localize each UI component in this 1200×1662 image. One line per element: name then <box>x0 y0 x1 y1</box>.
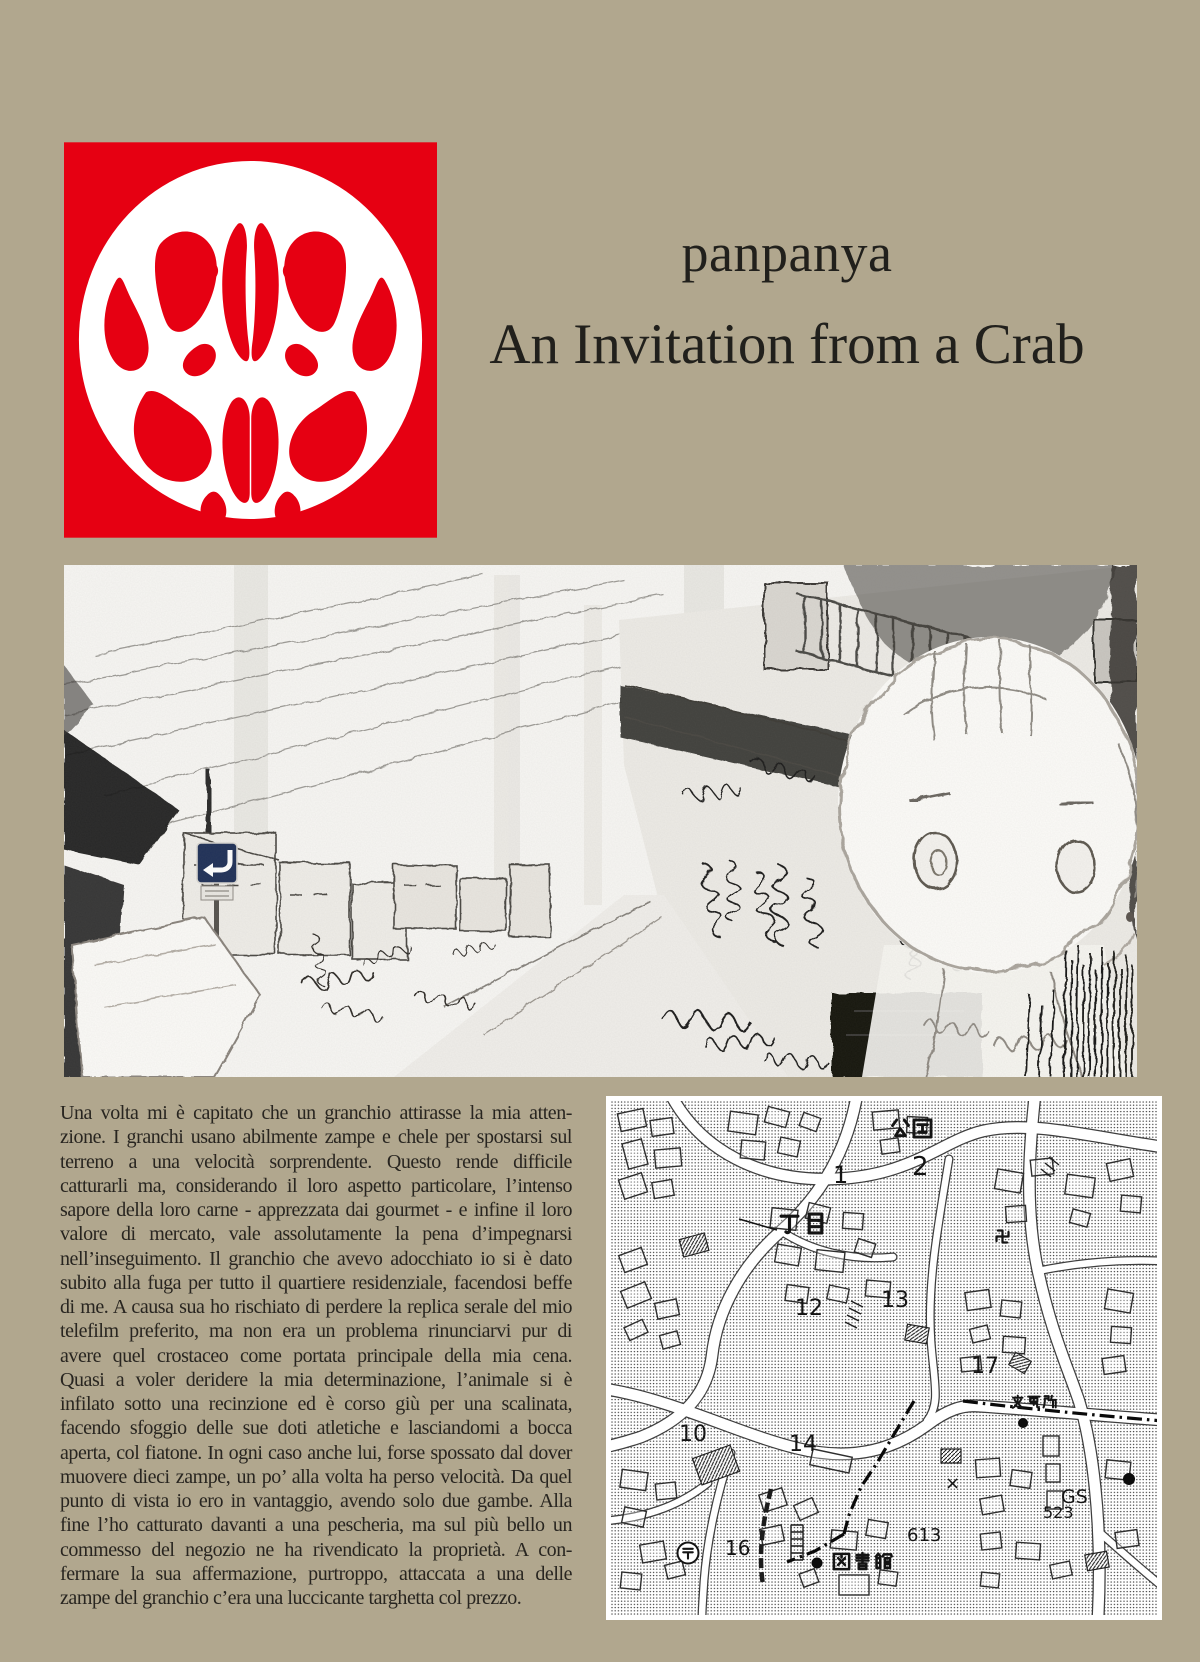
paragraph-line: subito alla fuga per tutto il quartiere residenziale, facendosi beffe <box>60 1271 572 1294</box>
paper-grain <box>64 565 1137 1077</box>
map-label-lot-613: 613 <box>907 1525 942 1546</box>
publisher-crest-logo <box>64 141 437 539</box>
paragraph-line: nell’inseguimento. Il granchio che avevo adocchiato io si è dato <box>60 1247 572 1270</box>
paragraph-line: punto di vista io ero in vantaggio, avendo solo due gambe. Alla <box>60 1490 572 1512</box>
paragraph-line: aperta, col fiatone. In ogni caso anche lui, forse spossato dal dover <box>60 1441 572 1464</box>
map-label-lot-14: 14 <box>789 1432 817 1457</box>
paragraph-line: infilato sotto una recinzione ed è corso giù per una scalinata, <box>60 1393 572 1415</box>
paragraph-line: zampe del granchio c’era una luccicante targhetta col prezzo. <box>60 1587 522 1609</box>
paragraph-line: facendo sfoggio delle sue doti atletiche e lasciandomi a bocca <box>60 1417 572 1440</box>
map-label-x-mark: × <box>945 1473 961 1494</box>
gas-station-dot <box>1123 1473 1135 1485</box>
map-label-lot-12: 12 <box>795 1296 823 1321</box>
map-label-lot-523: 523 <box>1043 1503 1074 1522</box>
paragraph-line: muovere dieci zampe, un po’ alla volta ha perso velocità. Da quel <box>60 1465 572 1488</box>
paragraph-line: fine l’ho catturato davanti a una pescheria, ma sul più bello un <box>60 1514 572 1537</box>
map-frame <box>606 1096 1162 1620</box>
paragraph-line: telefilm preferito, ma non era un problema rinunciarvi pur di <box>60 1320 572 1343</box>
paragraph-line: terreno a una velocità sorprendente. Questo rende difficile <box>60 1150 572 1173</box>
paragraph-line: zione. I granchi usano abilmente zampe e chele per spostarsi sul <box>60 1126 572 1149</box>
map-label-lot-13: 13 <box>881 1288 909 1313</box>
city-map <box>611 1101 1157 1615</box>
paragraph-line: di me. A causa sua ho rischiato di perdere la replica serale del mio <box>60 1296 572 1318</box>
book-title: An Invitation from a Crab <box>489 313 1085 376</box>
paragraph-line: commesso del negozio ne ha rivendicato la proprietà. A con- <box>60 1538 572 1561</box>
map-label-lot-1: 1 <box>833 1161 849 1189</box>
substation-dot <box>1018 1418 1028 1428</box>
story-text <box>60 1101 572 1610</box>
paragraph-line: avere quel crostaceo come portata principale della mia cena. <box>60 1344 572 1367</box>
map-label-lot-2: 2 <box>912 1152 929 1182</box>
map-label-gas-station: GS <box>1061 1486 1088 1508</box>
paragraph-line: valore di mercato, vale assolutamente la pena d’impegnarsi <box>60 1223 572 1246</box>
paragraph-line: fermare la sua affermazione, purtroppo, attaccata a una delle <box>60 1562 572 1585</box>
paragraph-line: Una volta mi è capitato che un granchio attirasse la mia atten- <box>60 1102 572 1124</box>
post-office-icon <box>678 1543 699 1564</box>
map-label-lot-10: 10 <box>679 1422 707 1447</box>
map-label-lot-16: 16 <box>725 1536 751 1560</box>
paragraph-line: sapore della loro carne - apprezzata dai gourmet - e infine il loro <box>60 1199 572 1221</box>
title-block <box>437 0 1137 539</box>
paragraph-line: Quasi a voler deridere la mia determinazione, l’animale si è <box>60 1368 572 1391</box>
paragraph-line: catturarli ma, considerando il loro aspetto particolare, l’intenso <box>60 1174 572 1197</box>
author-name: panpanya <box>681 223 893 283</box>
alley-illustration <box>64 565 1137 1077</box>
map-label-lot-17: 17 <box>971 1354 999 1379</box>
library-dot <box>812 1558 823 1569</box>
